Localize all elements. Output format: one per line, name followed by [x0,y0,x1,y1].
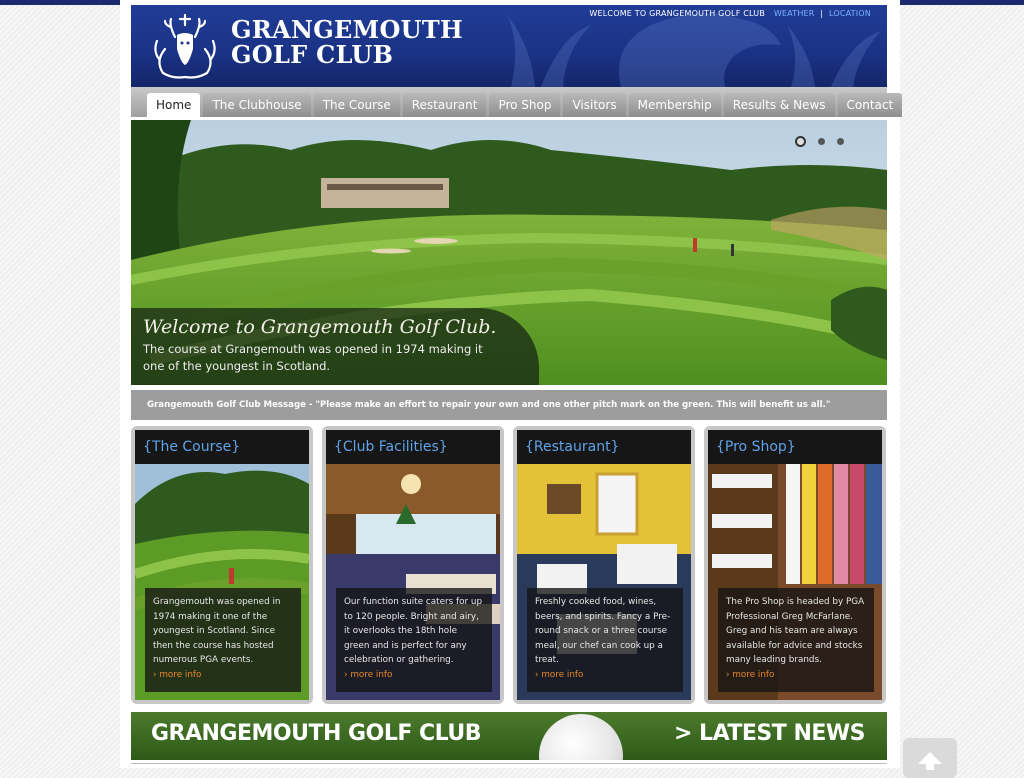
club-title[interactable] [231,17,463,67]
more-info-link[interactable]: › more info [344,669,393,680]
club-message-bar: Grangemouth Golf Club Message - "Please make an effort to repair your own and one other pitch mark on the green. This will benefit us all." [131,390,887,420]
nav-item-the-clubhouse[interactable]: The Clubhouse [203,93,310,117]
nav-item-contact[interactable]: Contact [838,93,903,117]
feature-box-restaurant [513,426,695,704]
nav-item-results-news[interactable]: Results & News [724,93,835,117]
feature-box-pro-shop [704,426,886,704]
more-info-link[interactable]: › more info [535,669,584,680]
nav-item-restaurant[interactable]: Restaurant [403,93,487,117]
feature-overlay-restaurant [527,588,683,692]
nav-item-the-course[interactable]: The Course [314,93,400,117]
weather-link[interactable]: WEATHER [773,9,815,18]
news-banner [131,712,887,760]
club-title-line1: GRANGEMOUTH [231,15,464,44]
hero-text: The course at Grangemouth was opened in 1974 making it one of the youngest in Scotland. [143,342,483,373]
feature-text-club-facilities: Our function suite caters for up to 120 people. Bright and airy, it overlooks the 18th hole green and is perfect for any celebration or gathering. [344,597,483,665]
back-to-top-button[interactable] [903,738,957,778]
arrow-up-icon [918,752,942,770]
nav-item-home[interactable]: Home [147,93,200,117]
slider-dots [795,138,844,147]
slider-dot-3[interactable] [837,138,844,145]
club-title-line2: GOLF CLUB [231,40,394,69]
feature-overlay-the-course [145,588,301,692]
feature-title-restaurant[interactable]: {Restaurant} [517,430,691,464]
golf-ball-icon [539,714,623,760]
welcome-text: WELCOME TO GRANGEMOUTH GOLF CLUB [589,9,766,18]
feature-title-club-facilities[interactable]: {Club Facilities} [326,430,500,464]
more-info-link[interactable]: › more info [153,669,202,680]
nav-item-visitors[interactable]: Visitors [563,93,625,117]
main-nav [131,87,894,117]
footer-divider [131,763,887,764]
feature-overlay-club-facilities [336,588,492,692]
feature-box-club-facilities [322,426,504,704]
stag-crest-icon[interactable] [149,11,221,81]
latest-news-link[interactable]: > LATEST NEWS [673,721,865,746]
feature-box-the-course [131,426,313,704]
nav-item-pro-shop[interactable]: Pro Shop [489,93,560,117]
feature-text-restaurant: Freshly cooked food, wines, beers, and spirits. Fancy a Pre-round snack or a three course meal, our chef can cook up a treat. [535,597,671,665]
feature-text-the-course: Grangemouth was opened in 1974 making it one of the youngest in Scotland. Since then the course has hosted numerous PGA events. [153,597,281,665]
feature-overlay-pro-shop [718,588,874,692]
banner-club-name: GRANGEMOUTH GOLF CLUB [151,721,482,746]
feature-text-pro-shop: The Pro Shop is headed by PGA Professional Greg McFarlane. Greg and his team are always available for advice and stocks many leading brands. [726,597,865,665]
hero-heading: Welcome to Grangemouth Golf Club. [143,316,497,338]
hero-caption [131,308,539,385]
nav-item-membership[interactable]: Membership [629,93,721,117]
slider-dot-2[interactable] [818,138,825,145]
site-header [131,5,887,87]
feature-title-pro-shop[interactable]: {Pro Shop} [708,430,882,464]
top-links [589,9,871,18]
feature-title-the-course[interactable]: {The Course} [135,430,309,464]
hero-slider[interactable] [131,120,887,385]
more-info-link[interactable]: › more info [726,669,775,680]
location-link[interactable]: LOCATION [828,9,871,18]
slider-dot-1[interactable] [795,136,806,147]
top-links-separator: | [820,9,824,18]
